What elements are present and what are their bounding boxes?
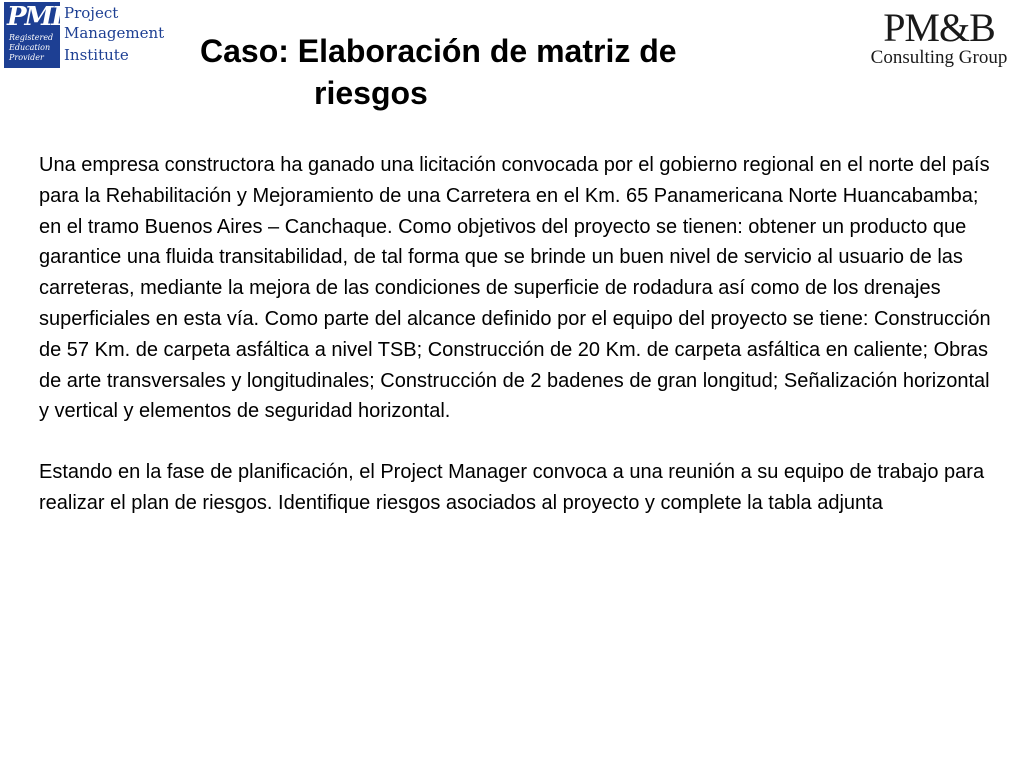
pmi-logo-sub-provider: Provider xyxy=(9,53,44,62)
body-paragraph-case-description: Una empresa constructora ha ganado una licitación convocada por el gobierno regional en el norte del país para la Rehabilitación y Mejoramiento de una Carretera en el Km. 65 Panamericana Norte Huancabamba; en el tramo Buenos Aires – Canchaque. Como objetivos del proyecto se tienen: obtener un producto que garantice una fluida transitabilidad, de tal forma que se brinde un buen nivel de servicio al usuario de las carreteras, mediante la mejora de las condiciones de superficie de rodadura así como de los drenajes superficiales en esta vía. Como parte del alcance definido por el equipo del proyecto se tiene: Construcción de 57 Km. de carpeta asfáltica a nivel TSB; Construcción de 20 Km. de carpeta asfáltica en caliente; Obras de arte transversales y longitudinales; Construcción de 2 badenes de gran longitud; Señalización horizontal y vertical y elementos de seguridad horizontal. xyxy=(39,154,991,423)
slide-title-line2: riesgos xyxy=(314,75,428,111)
pmi-logo-sub-education: Education xyxy=(9,43,51,52)
pmi-logo-name-institute: Institute xyxy=(64,46,129,64)
slide-title xyxy=(200,30,800,114)
slide-title-line1: Caso: Elaboración de matriz de xyxy=(200,33,677,69)
pmi-logo-name-management: Management xyxy=(64,24,165,42)
slide-body xyxy=(39,150,999,519)
pmb-logo xyxy=(864,5,1014,72)
pmi-logo-name-project: Project xyxy=(64,4,119,22)
pmi-logo-sub-registered: Registered xyxy=(9,33,54,42)
pmb-logo-main: PM&B xyxy=(883,5,995,50)
pmi-logo-letters: PMI xyxy=(7,2,62,32)
body-paragraph-task: Estando en la fase de planificación, el Project Manager convoca a una reunión a su equipo de trabajo para realizar el plan de riesgos. Identifique riesgos asociados al proyecto y complete la tabla adjunta xyxy=(39,461,985,514)
pmi-logo xyxy=(4,2,165,68)
pmi-logo-mark xyxy=(4,2,60,68)
pmb-logo-sub: Consulting Group xyxy=(870,47,1008,68)
